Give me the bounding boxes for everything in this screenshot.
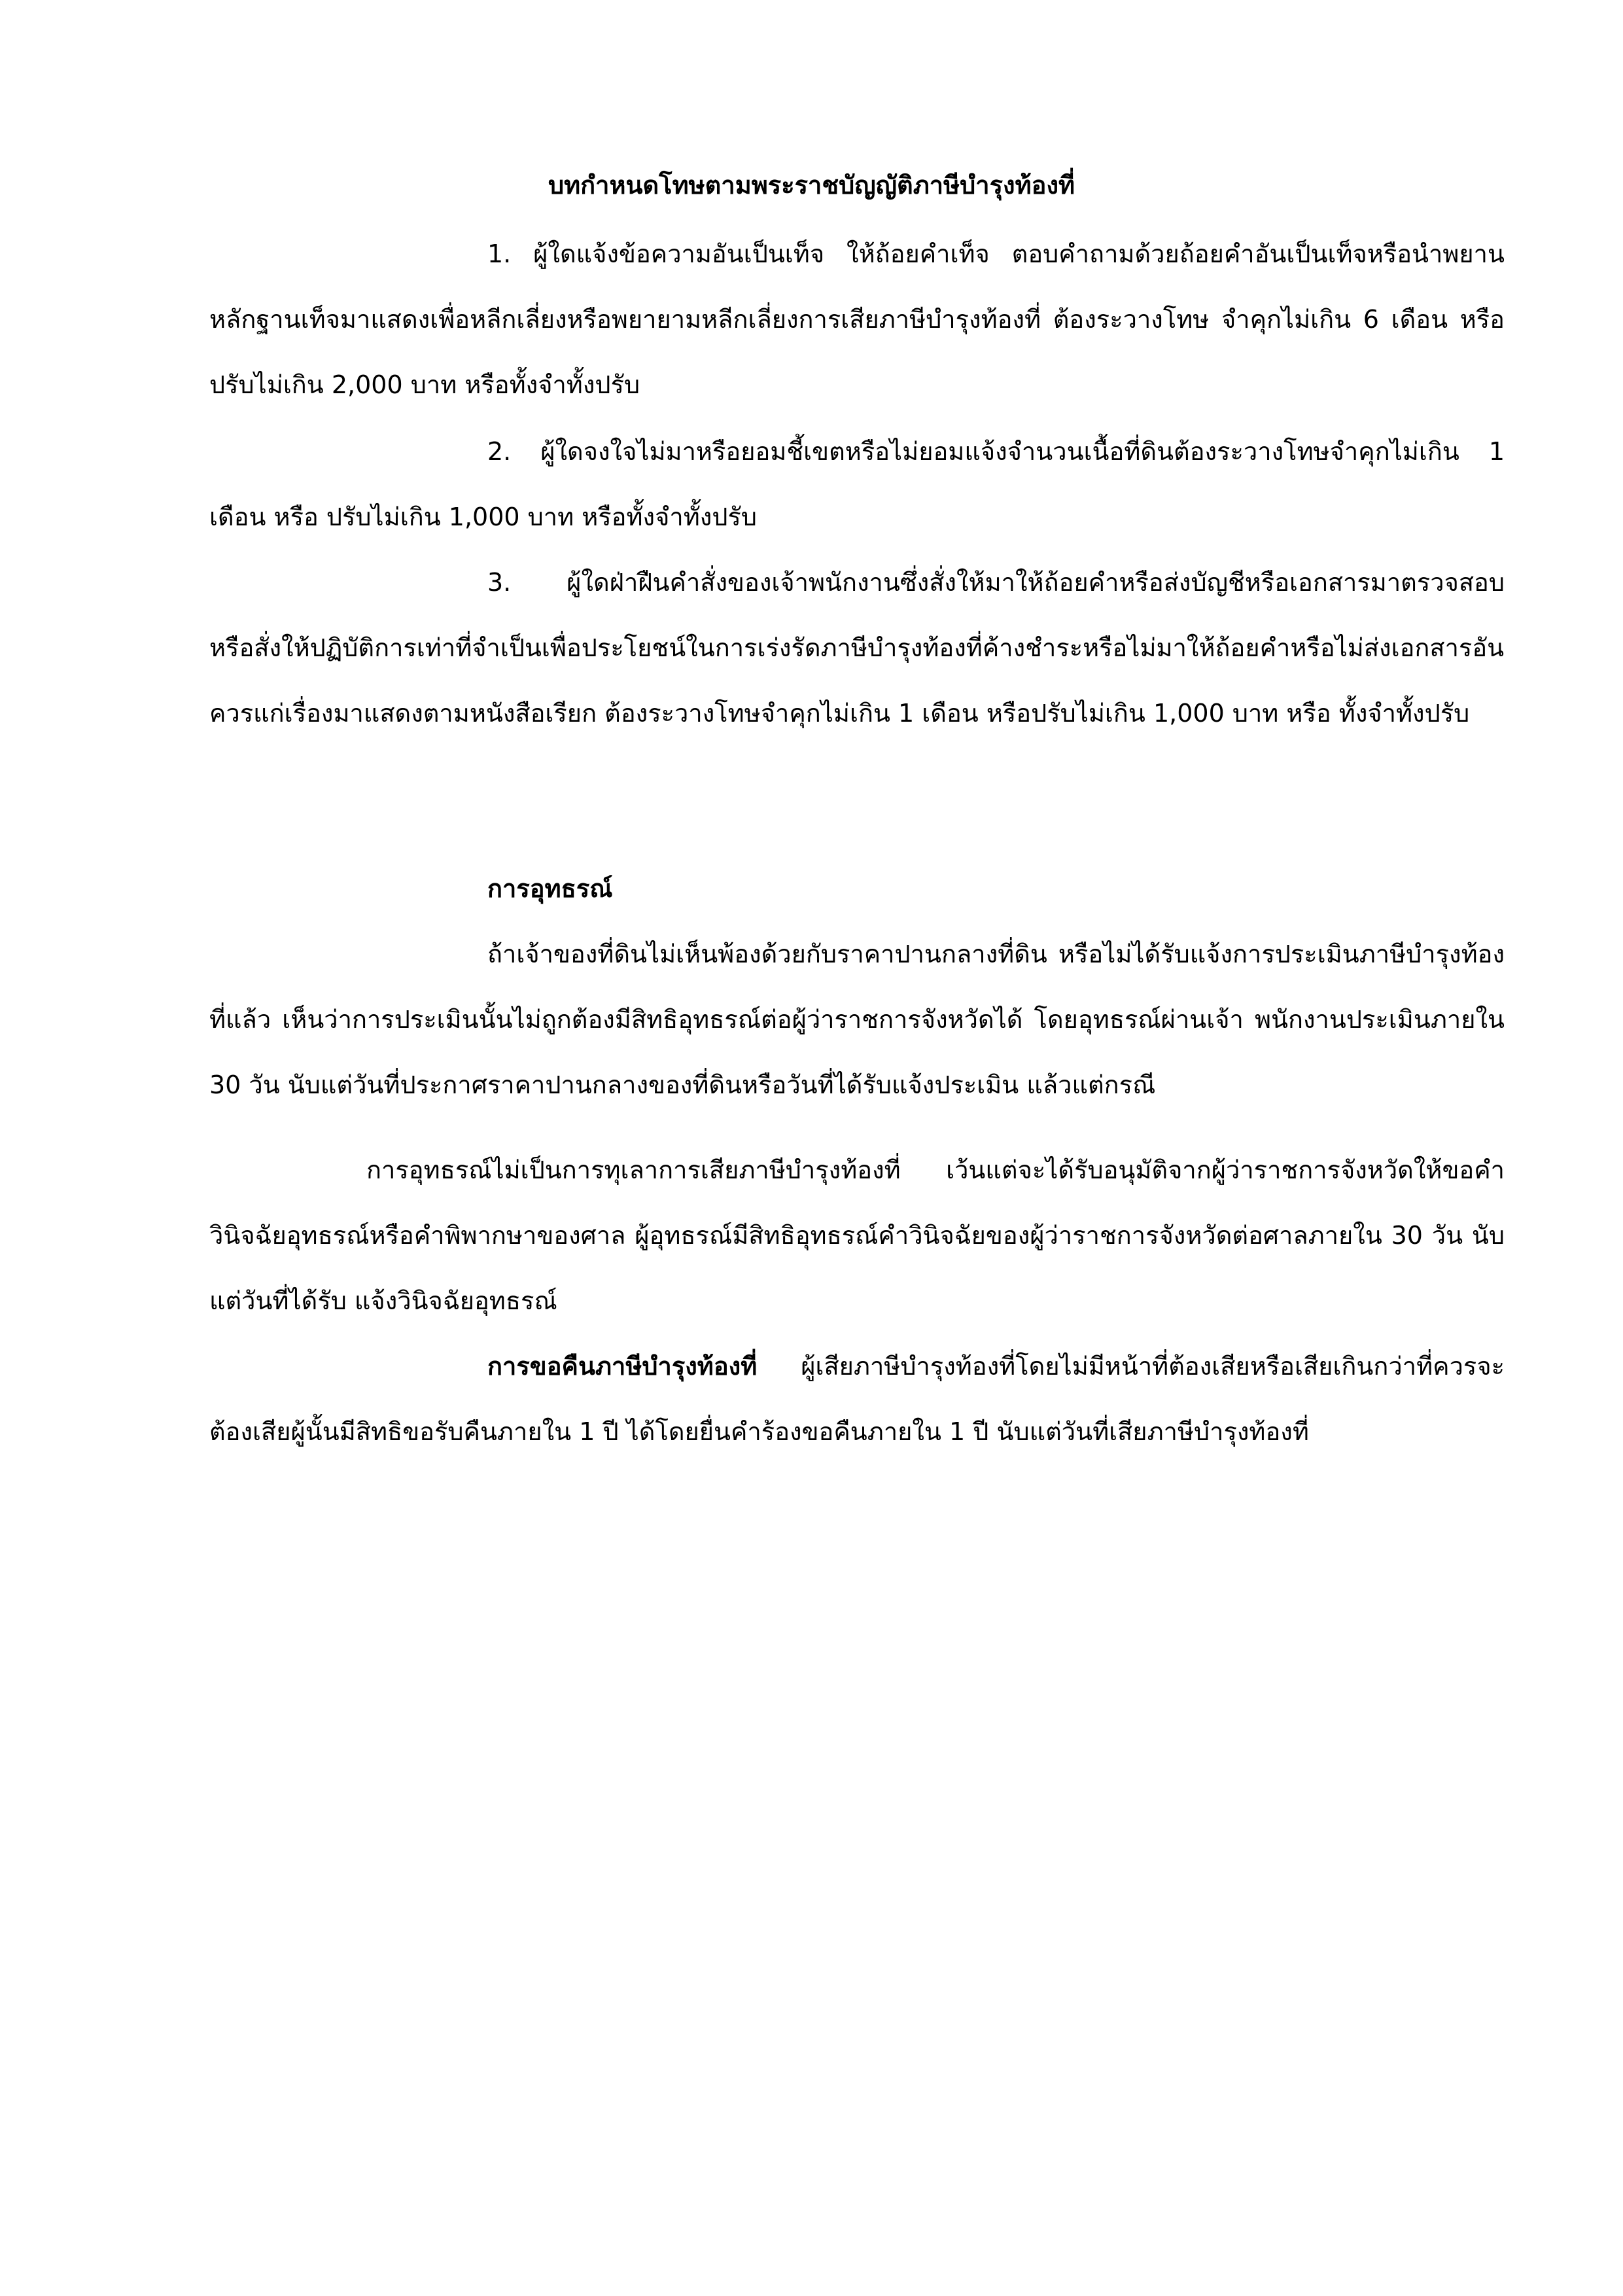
penalty-item-2: 2. ผู้ใดจงใจไม่มาหรือยอมชี้เขตหรือไม่ยอมแจ้งจำนวนเนื้อที่ดินต้องระวางโทษจำคุกไม่เกิน 1 เดือน หรือ ปรับไม่เกิน 1,000 บาท หรือทั้งจำทั้งปรับ	[209, 437, 1505, 531]
refund-paragraph	[209, 1333, 1505, 1464]
refund-heading: การขอคืนภาษีบำรุงท้องที่	[487, 1352, 758, 1381]
appeal-heading: การอุทธรณ์	[487, 874, 613, 903]
penalty-item-3: 3. ผู้ใดฝ่าฝืนคำสั่งของเจ้าพนักงานซึ่งสั่งให้มาให้ถ้อยคำหรือส่งบัญชีหรือเอกสารมาตรวจสอบ หรือสั่งให้ปฏิบัติการเท่าที่จำเป็นเพื่อประโยชน์ในการเร่งรัดภาษีบำรุงท้องที่ค้างชำระหรือไม่มาให้ถ้อยคำหรือไม่ส่งเอกสารอันควรแก่เรื่องมาแสดงตามหนังสือเรียก ต้องระวางโทษจำคุกไม่เกิน 1 เดือน หรือปรับไม่เกิน 1,000 บาท หรือ ทั้งจำทั้งปรับ	[209, 568, 1505, 728]
penalty-item-1: 1. ผู้ใดแจ้งข้อความอันเป็นเท็จ ให้ถ้อยคำเท็จ ตอบคำถามด้วยถ้อยคำอันเป็นเท็จหรือนำพยานหลักฐานเท็จมาแสดงเพื่อหลีกเลี่ยงหรือพยายามหลีกเลี่ยงการเสียภาษีบำรุงท้องที่ ต้องระวางโทษ จำคุกไม่เกิน 6 เดือน หรือปรับไม่เกิน 2,000 บาท หรือทั้งจำทั้งปรับ	[209, 239, 1505, 399]
refund-text: ผู้เสียภาษีบำรุงท้องที่โดยไม่มีหน้าที่ต้องเสียหรือเสียเกินกว่าที่ควรจะต้องเสียผู้นั้นมีสิทธิขอรับคืนภายใน 1 ปี ได้โดยยื่นคำร้องขอคืนภายใน 1 ปี นับแต่วันที่เสียภาษีบำรุงท้องที่	[209, 1352, 1505, 1446]
appeal-paragraph-1: ถ้าเจ้าของที่ดินไม่เห็นพ้องด้วยกับราคาปานกลางที่ดิน หรือไม่ได้รับแจ้งการประเมินภาษีบำรุงท้องที่แล้ว เห็นว่าการประเมินนั้นไม่ถูกต้องมีสิทธิอุทธรณ์ต่อผู้ว่าราชการจังหวัดได้ โดยอุทธรณ์ผ่านเจ้า พนักงานประเมินภายใน 30 วัน นับแต่วันที่ประกาศราคาปานกลางของที่ดินหรือวันที่ได้รับแจ้งประเมิน แล้วแต่กรณี	[209, 940, 1505, 1099]
document-title: บทกำหนดโทษตามพระราชบัญญัติภาษีบำรุงท้องที่	[548, 171, 1075, 200]
appeal-paragraph-2: การอุทธรณ์ไม่เป็นการทุเลาการเสียภาษีบำรุงท้องที่ เว้นแต่จะได้รับอนุมัติจากผู้ว่าราชการจังหวัดให้ขอคำวินิจฉัยอุทธรณ์หรือคำพิพากษาของศาล ผู้อุทธรณ์มีสิทธิอุทธรณ์คำวินิจฉัยของผู้ว่าราชการจังหวัดต่อศาลภายใน 30 วัน นับแต่วันที่ได้รับ แจ้งวินิจฉัยอุทธรณ์	[209, 1156, 1505, 1315]
